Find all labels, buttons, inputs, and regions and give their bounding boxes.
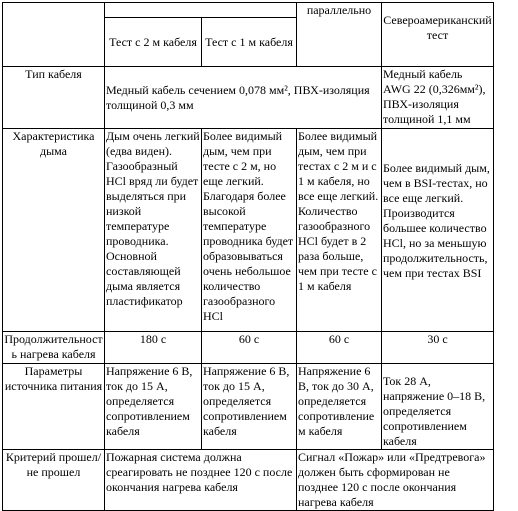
cell-power-2m: Напряжение 6 В, ток до 15 А, определяется сопротивлением кабеля <box>105 364 202 450</box>
cell-cable-type-na: Медный кабель AWG 22 (0,326мм²), ПВХ-изоляция толщиной 1,1 мм <box>382 67 494 129</box>
header-cell-bsi-tests <box>105 3 297 67</box>
header-parallel: параллельно <box>297 3 382 67</box>
cell-power-parallel: Напряжение 6 В, ток до 30 А, определяется сопротивлением кабеля <box>297 364 382 450</box>
cell-power-1m: Напряжение 6 В, ток до 15 А, определяется сопротивлением кабеля <box>202 364 297 450</box>
header-bsi-group <box>105 3 297 18</box>
row-label-smoke: Характеристика дыма <box>3 129 105 332</box>
table-row-power <box>3 364 494 450</box>
header-cell-empty <box>3 3 105 67</box>
cell-duration-na: 30 с <box>382 332 494 364</box>
row-label-criteria: Критерий прошел/не прошел <box>3 450 105 511</box>
row-label-cable-type: Тип кабеля <box>3 67 105 129</box>
cell-duration-1m: 60 с <box>202 332 297 364</box>
cell-duration-2m: 180 с <box>105 332 202 364</box>
cell-criteria-na: Сигнал «Пожар» или «Предтревога» должен быть сформирован не позднее 120 с после окончания нагрева кабеля <box>297 450 494 511</box>
table-row-cable-type <box>3 67 494 129</box>
cell-criteria-bsi: Пожарная система должна среагировать не позднее 120 с после окончания нагрева кабеля <box>105 450 297 511</box>
cell-power-na: Ток 28 А, напряжение 0–18 В, определяется сопротивлением кабеля <box>382 364 494 450</box>
table-row-criteria <box>3 450 494 511</box>
header-test-2m: Тест с 2 м кабеля <box>105 18 202 66</box>
cell-cable-type-bsi: Медный кабель сечением 0,078 мм², ПВХ-изоляция толщиной 0,3 мм <box>105 67 382 129</box>
cell-smoke-parallel: Более видимый дым, чем при тестах с 2 м и с 1 м кабеля, но все еще легкий. Количество газообразного HCl будет в 2 раза больше, чем при тесте с 1 м кабеля <box>297 129 382 332</box>
row-label-duration: Продолжительность нагрева кабеля <box>3 332 105 364</box>
test-comparison-table <box>2 2 494 511</box>
cell-smoke-2m: Дым очень легкий (едва виден). Газообразный HCl вряд ли будет выделяться при низкой температуре проводника. Основной составляющей дыма является пластификатор <box>105 129 202 332</box>
cell-duration-parallel: 60 с <box>297 332 382 364</box>
table-row-smoke <box>3 129 494 332</box>
table-row-duration <box>3 332 494 364</box>
table-header-row <box>3 3 494 67</box>
header-test-1m: Тест с 1 м кабеля <box>205 35 293 49</box>
header-north-american: Североамериканский тест <box>382 3 494 67</box>
cell-smoke-na: Более видимый дым, чем в BSI-тестах, но все еще легкий. Производится большее количество HCl, но за меньшую продолжительность, чем при тестах BSI <box>382 129 494 332</box>
cell-smoke-1m: Более видимый дым, чем при тесте с 2 м, но еще легкий. Благодаря более высокой температуре проводника будет образовываться очень небольшое количество газообразного HCl <box>202 129 297 332</box>
row-label-power: Параметры источника питания <box>3 364 105 450</box>
